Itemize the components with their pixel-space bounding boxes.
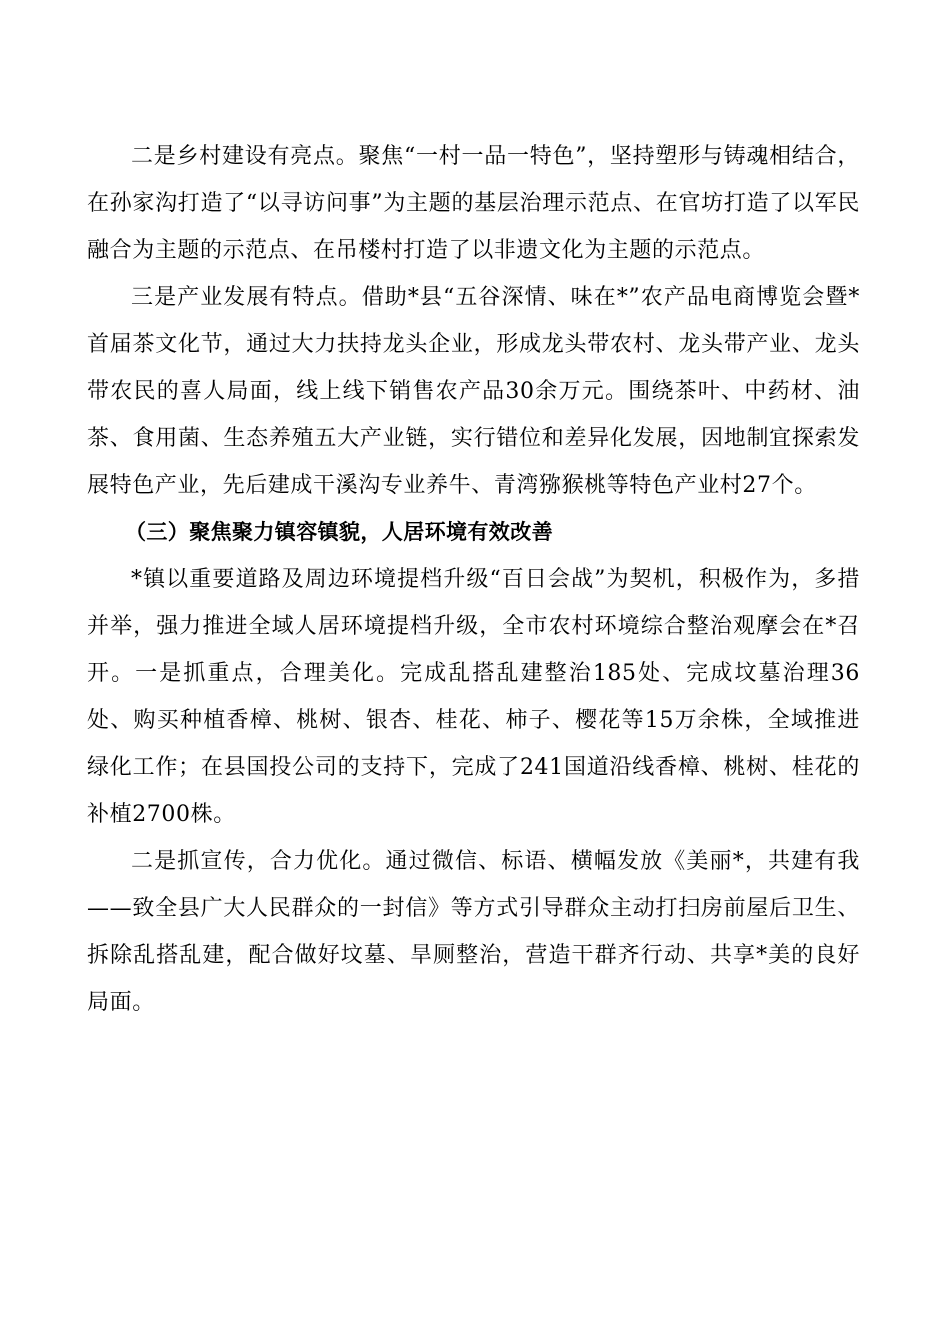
paragraph-industry-development: 三是产业发展有特点。借助*县“五谷深情、味在*”农产品电商博览会暨*首届茶文化节，通过大力扶持龙头企业，形成龙头带农村、龙头带产业、龙头带农民的喜人局面，线上线下销售农产品30余万元。围绕茶叶、中药材、油茶、食用菌、生态养殖五大产业链，实行错位和差异化发展，因地制宜探索发展特色产业，先后建成干溪沟专业养牛、青湾猕猴桃等特色产业村27个。	[87, 285, 860, 498]
paragraph-publicity: 二是抓宣传，合力优化。通过微信、标语、横幅发放《美丽*，共建有我——致全县广大人民群众的一封信》等方式引导群众主动打扫房前屋后卫生、拆除乱搭乱建，配合做好坟墓、旱厕整治，营造干群齐行动、共享*美的良好局面。	[87, 849, 860, 1015]
section-heading: （三）聚焦聚力镇容镇貌，人居环境有效改善	[125, 520, 553, 544]
paragraph-village-construction: 二是乡村建设有亮点。聚焦“一村一品一特色”，坚持塑形与铸魂相结合，在孙家沟打造了“以寻访问事”为主题的基层治理示范点、在官坊打造了以军民融合为主题的示范点、在吊楼村打造了以非遗文化为主题的示范点。	[87, 144, 860, 263]
paragraph-environment-improvement: *镇以重要道路及周边环境提档升级“百日会战”为契机，积极作为，多措并举，强力推进全域人居环境提档升级，全市农村环境综合整治观摩会在*召开。一是抓重点，合理美化。完成乱搭乱建整治185处、完成坟墓治理36处、购买种植香樟、桃树、银杏、桂花、柿子、樱花等15万余株，全域推进绿化工作；在县国投公司的支持下，完成了241国道沿线香樟、桃树、桂花的补植2700株。	[87, 567, 860, 827]
document-page	[87, 133, 860, 1026]
